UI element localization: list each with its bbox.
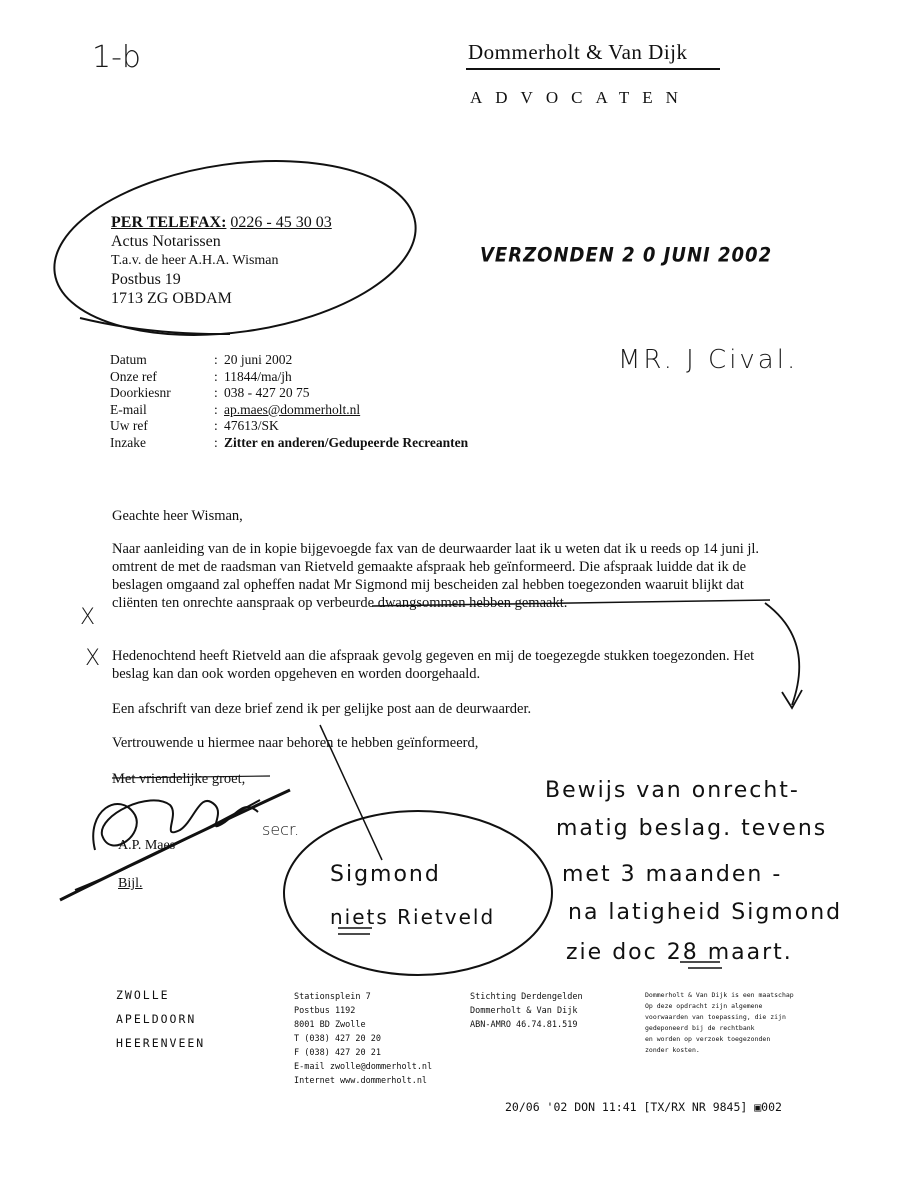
disclaimer-line: Dommerholt & Van Dijk is een maatschap xyxy=(645,991,794,999)
paragraph-1-text: Naar aanleiding van de in kopie bijgevoegde fax van de deurwaarder laat ik u weten dat ik u reeds op 14 juni jl. omtrent de met de raadsman van Rietveld gemaakte afspraak heb geïnformeerd. Die afspraak luidde dat ik de beslagen omgaand zal opheffen nadat Mr Sigmond mij bescheiden zal hebben toegezonden waaruit blijkt dat cliënten ten onrechte aanspraak op verbeurde dwangsommen hebben gemaakt. xyxy=(112,541,760,611)
recipient-name: Actus Notarissen xyxy=(111,233,221,250)
secr-note: secr. xyxy=(262,820,300,839)
meta-label: Onze ref xyxy=(110,368,157,384)
underline-sigmond xyxy=(338,928,372,934)
address-line: T (038) 427 20 20 xyxy=(294,1034,381,1044)
meta-value: 20 juni 2002 xyxy=(224,352,293,367)
margin-mark-1: X xyxy=(80,605,96,630)
right-note-line-5: zie doc 28 maart. xyxy=(566,940,793,965)
fax-transmission-line: 20/06 '02 DON 11:41 [TX/RX NR 9845] ▣002 xyxy=(505,1100,782,1114)
footer-city-3: HEERENVEEN xyxy=(116,1036,206,1050)
footer-city-2: APELDOORN xyxy=(116,1012,197,1026)
paragraph-2-text: Hedenochtend heeft Rietveld aan die afspraak gevolg gegeven en mij de toegezegde stukken toegezonden. Het beslag kan dan ook worden opgeheven en worden doorgehaald. xyxy=(112,648,755,682)
meta-value: Zitter en anderen/Gedupeerde Recreanten xyxy=(224,434,469,450)
meta-row-email: E-mail : ap.maes@dommerholt.nl xyxy=(110,401,361,417)
margin-mark-2: X xyxy=(85,646,101,671)
arrow-head xyxy=(782,690,802,708)
meta-value: ap.maes@dommerholt.nl xyxy=(224,401,361,417)
foundation-line: ABN-AMRO 46.74.81.519 xyxy=(470,1020,578,1030)
foundation-line: Dommerholt & Van Dijk xyxy=(470,1006,578,1016)
right-note-line-1: Bewijs van onrecht- xyxy=(545,778,800,803)
handwritten-addressee: MR. J Cival. xyxy=(618,345,799,375)
signer-name: A.P. Maes xyxy=(118,838,176,853)
circle-note-line-1: Sigmond xyxy=(330,862,441,887)
meta-label: Inzake xyxy=(110,434,146,450)
sent-stamp: VERZONDEN 2 0 JUNI 2002 xyxy=(480,243,773,268)
disclaimer-line: voorwaarden van toepassing, die zijn xyxy=(645,1013,786,1021)
meta-value: 038 - 427 20 75 xyxy=(224,385,310,400)
firm-name: Dommerholt & Van Dijk xyxy=(468,40,688,64)
meta-row-date: Datum : 20 juni 2002 xyxy=(110,352,293,367)
paragraph-3: Een afschrift van deze brief zend ik per gelijke post aan de deurwaarder. xyxy=(112,701,532,717)
strike-closing xyxy=(112,776,270,778)
pointer-line xyxy=(320,725,382,860)
right-note-line-4: na latigheid Sigmond xyxy=(568,900,843,925)
disclaimer-line: en worden op verzoek toegezonden xyxy=(645,1035,771,1043)
handwritten-reference: 1-b xyxy=(92,40,141,75)
underline-paragraph xyxy=(372,600,770,606)
meta-row-direct-line: Doorkiesnr : 038 - 427 20 75 xyxy=(110,385,310,400)
meta-row-subject: Inzake : Zitter en anderen/Gedupeerde Recreanten xyxy=(110,434,469,450)
underline-date xyxy=(680,962,722,968)
footer-foundation xyxy=(470,990,583,1032)
enclosure-label: Bijl. xyxy=(118,876,143,891)
meta-label: Uw ref xyxy=(110,418,148,433)
foundation-line: Stichting Derdengelden xyxy=(470,992,583,1002)
meta-row-your-ref: Uw ref : 47613/SK xyxy=(110,418,279,433)
recipient-city: 1713 ZG OBDAM xyxy=(111,290,232,307)
recipient-postbox: Postbus 19 xyxy=(111,271,181,288)
recipient-attention: T.a.v. de heer A.H.A. Wisman xyxy=(111,253,279,268)
signature-swoosh-2 xyxy=(75,800,260,890)
address-line: Postbus 1192 xyxy=(294,1006,356,1016)
disclaimer-line: gedeponeerd bij de rechtbank xyxy=(645,1024,755,1032)
disclaimer-line: Op deze opdracht zijn algemene xyxy=(645,1002,763,1010)
meta-row-our-ref: Onze ref : 11844/ma/jh xyxy=(110,368,292,384)
footer-address xyxy=(294,990,432,1088)
right-note-line-3: met 3 maanden - xyxy=(562,862,783,887)
address-line: E-mail zwolle@dommerholt.nl xyxy=(294,1062,433,1072)
right-note-line-2: matig beslag. tevens xyxy=(556,816,828,841)
address-line: Internet www.dommerholt.nl xyxy=(294,1076,428,1086)
recipient-circle xyxy=(43,139,427,356)
arrow-line xyxy=(765,603,799,705)
firm-subtitle: ADVOCATEN xyxy=(470,88,691,107)
closing: Met vriendelijke groet, xyxy=(112,771,246,787)
note-circle xyxy=(284,811,552,975)
meta-label: E-mail xyxy=(110,401,147,417)
circle-note-line-2: niets Rietveld xyxy=(330,905,496,929)
address-line: Stationsplein 7 xyxy=(294,992,371,1002)
address-line: F (038) 427 20 21 xyxy=(294,1048,381,1058)
address-line: 8001 BD Zwolle xyxy=(294,1020,366,1030)
meta-label: Doorkiesnr xyxy=(110,385,171,400)
meta-value: 11844/ma/jh xyxy=(224,368,292,384)
meta-label: Datum xyxy=(110,352,147,367)
paragraph-4: Vertrouwende u hiermee naar behoren te hebben geïnformeerd, xyxy=(112,735,479,751)
footer-city-1: ZWOLLE xyxy=(116,988,170,1002)
disclaimer-line: zonder kosten. xyxy=(645,1046,700,1054)
fax-label: PER TELEFAX: xyxy=(111,214,227,231)
fax-number: 0226 - 45 30 03 xyxy=(230,214,332,231)
meta-value: 47613/SK xyxy=(224,418,279,433)
salutation: Geachte heer Wisman, xyxy=(112,508,243,524)
footer-disclaimer xyxy=(645,990,794,1056)
